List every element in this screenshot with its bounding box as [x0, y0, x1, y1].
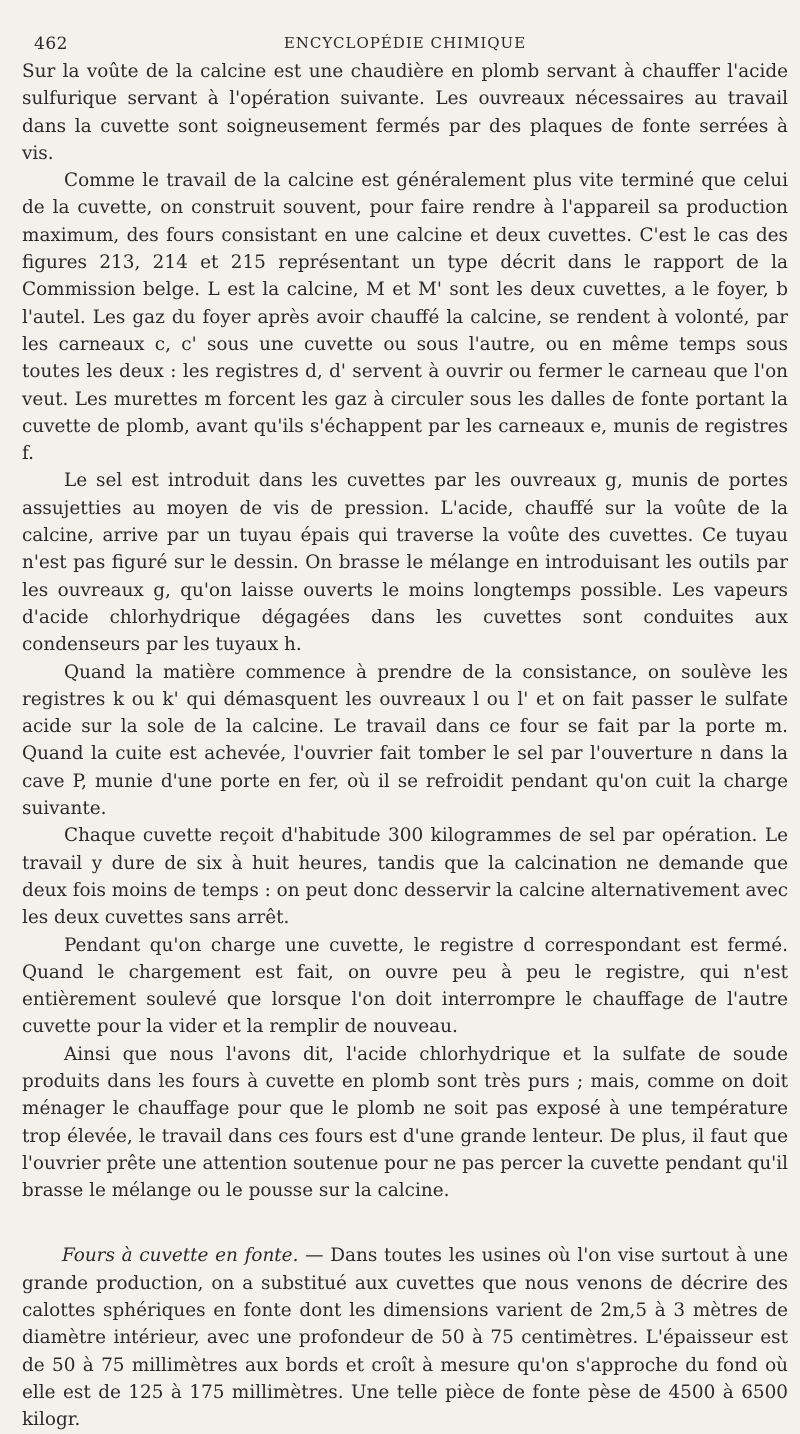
paragraph: Pendant qu'on charge une cuvette, le registre d correspondant est fermé. Quand le chargement est fait, on ouvre peu à peu le registre, qui n'est entièrement soulevé que lorsque l'on doit interrompre le chauffage de l'autre cuvette pour la vider et la remplir de nouveau.	[22, 934, 788, 1038]
section-paragraph	[22, 1242, 788, 1433]
paragraph: Comme le travail de la calcine est généralement plus vite terminé que celui de la cuvette, on construit souvent, pour faire rendre à l'appareil sa production maximum, des fours consistant en une calcine et deux cuvettes. C'est le cas des figures 213, 214 et 215 représentant un type décrit dans le rapport de la Commission belge. L est la calcine, M et M' sont les deux cuvettes, a le foyer, b l'autel. Les gaz du foyer après avoir chauffé la calcine, se rendent à volonté, par les carneaux c, c' sous une cuvette ou sous l'autre, ou en même temps sous toutes les deux : les registres d, d' servent à ouvrir ou fermer le carneau que l'on veut. Les murettes m forcent les gaz à circuler sous les dalles de fonte portant la cuvette de plomb, avant qu'ils s'échappent par les carneaux e, munis de registres f.	[22, 170, 788, 465]
paragraph: Sur la voûte de la calcine est une chaudière en plomb servant à chauffer l'acide sulfurique servant à l'opération suivante. Les ouvreaux nécessaires au travail dans la cuvette sont soigneusement fermés par des plaques de fonte serrées à vis.	[22, 61, 788, 164]
body-text	[22, 58, 788, 1434]
running-title: ENCYCLOPÉDIE CHIMIQUE	[283, 34, 527, 52]
running-header	[22, 0, 788, 58]
paragraph: Ainsi que nous l'avons dit, l'acide chlorhydrique et la sulfate de soude produits dans les fours à cuvette en plomb sont très purs ; mais, comme on doit ménager le chauffage pour que le plomb ne soit pas exposé à une température trop élevée, le travail dans ces fours est d'une grande lenteur. De plus, il faut que l'ouvrier prête une attention soutenue pour ne pas percer la cuvette pendant qu'il brasse le mélange ou le pousse sur la calcine.	[22, 1043, 788, 1202]
paragraph: Chaque cuvette reçoit d'habitude 300 kilogrammes de sel par opération. Le travail y dure de six à huit heures, tandis que la calcination ne demande que deux fois moins de temps : on peut donc desservir la calcine alternativement avec les deux cuvettes sans arrêt.	[22, 825, 788, 929]
document-page	[22, 0, 788, 1431]
section-heading: Fours à cuvette en fonte.	[62, 1245, 299, 1267]
page-number: 462	[34, 34, 68, 54]
paragraph: Le sel est introduit dans les cuvettes par les ouvreaux g, munis de portes assujetties au moyen de vis de pression. L'acide, chauffé sur la voûte de la calcine, arrive par un tuyau épais qui traverse la voûte des cuvettes. Ce tuyau n'est pas figuré sur le dessin. On brasse le mélange en introduisant les outils par les ouvreaux g, qu'on laisse ouverts le moins longtemps possible. Les vapeurs d'acide chlorhydrique dégagées dans les cuvettes sont conduites aux condenseurs par les tuyaux h.	[22, 470, 788, 656]
section-text: — Dans toutes les usines où l'on vise surtout à une grande production, on a substitué aux cuvettes que nous venons de décrire des calottes sphériques en fonte dont les dimensions varient de 2m,5 à 3 mètres de diamètre intérieur, avec une profondeur de 50 à 75 centimètres. L'épaisseur est de 50 à 75 millimètres aux bords et croît à mesure qu'on s'approche du fond où elle est de 125 à 175 millimètres. Une telle pièce de fonte pèse de 4500 à 6500 kilogr.	[22, 1245, 788, 1431]
paragraph: Quand la matière commence à prendre de la consistance, on soulève les registres k ou k' qui démasquent les ouvreaux l ou l' et on fait passer le sulfate acide sur la sole de la calcine. Le travail dans ce four se fait par la porte m. Quand la cuite est achevée, l'ouvrier fait tomber le sel par l'ouverture n dans la cave P, munie d'une porte en fer, où il se refroidit pendant qu'on cuit la charge suivante.	[22, 661, 788, 820]
